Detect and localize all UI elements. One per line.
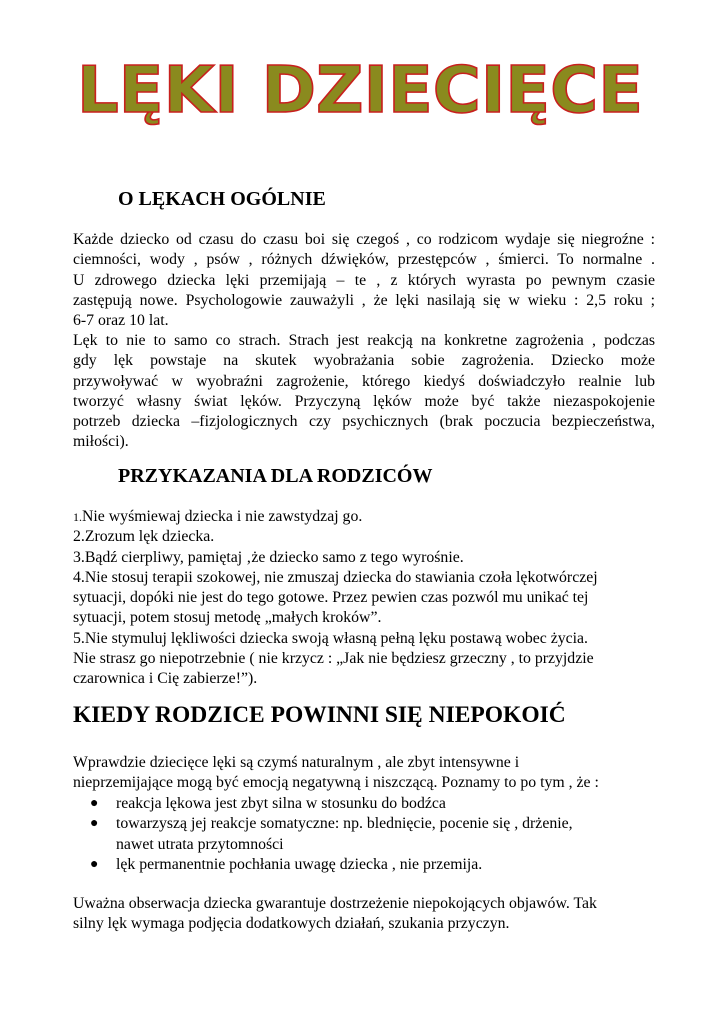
bullet-text: lęk permanentnie pochłania uwagę dziecka , nie przemija.: [116, 855, 483, 873]
text-line: gdy lęk powstaje na skutek wyobrażania sobie zagrożenia. Dziecko może: [73, 352, 655, 370]
bullet-text: nawet utrata przytomności: [116, 835, 284, 853]
paragraph-closing: [73, 894, 655, 935]
list-item: 5.Nie stymuluj lękliwości dziecka swoją własną pełną lęku postawą wobec życia.: [73, 629, 588, 647]
title-banner: [60, 50, 660, 130]
text-line: silny lęk wymaga podjęcia dodatkowych działań, szukania przyczyn.: [73, 915, 510, 933]
list-item: sytuacji, dopóki nie jest do tego gotowe. Przez pewien czas pozwól mu unikać tej: [73, 589, 589, 607]
bullet-icon: ●: [90, 816, 99, 832]
item-number: 1.: [73, 510, 82, 524]
section-heading-when-to-worry: KIEDY RODZICE POWINNI SIĘ NIEPOKOIĆ: [73, 702, 566, 728]
text-line: miłości).: [73, 433, 129, 451]
title-wordart: [60, 50, 660, 130]
section-heading-general: O LĘKACH OGÓLNIE: [118, 188, 326, 210]
text-line: Wprawdzie dziecięce lęki są czymś naturalnym , ale zbyt intensywne i: [73, 754, 520, 771]
warning-signs-list: [90, 794, 650, 875]
text-line: U zdrowego dziecka lęki przemijają – te , z których wyrasta po pewnym czasie: [73, 271, 655, 289]
bullet-item: [90, 794, 650, 814]
bullet-icon: ●: [90, 796, 99, 811]
paragraph-general-1: [73, 230, 655, 331]
item-text: Nie wyśmiewaj dziecka i nie zawstydzaj go.: [82, 508, 363, 525]
bullet-text: towarzyszą jej reakcje somatyczne: np. blednięcie, pocenie się , drżenie,: [116, 815, 573, 833]
text-line: Uważna obserwacja dziecka gwarantuje dostrzeżenie niepokojących objawów. Tak: [73, 895, 597, 912]
page-title: LĘKI DZIECIĘCE: [77, 54, 643, 128]
text-line: zastępują nowe. Psychologowie zauważyli , że lęki nasilają się w wieku : 2,5 roku ;: [73, 291, 655, 309]
bullet-icon: ●: [90, 856, 99, 872]
list-item: sytuacji, potem stosuj metodę „małych kroków”.: [73, 609, 382, 627]
list-item: Nie strasz go niepotrzebnie ( nie krzycz : „Jak nie będziesz grzeczny , to przyjdzie: [73, 650, 594, 668]
text-line: Lęk to nie to samo co strach. Strach jest reakcją na konkretne zagrożenia , podczas: [73, 332, 655, 349]
text-line: ciemności, wody , psów , różnych dźwięków, przestępców , śmierci. To normalne .: [73, 251, 655, 269]
list-item: 3.Bądź cierpliwy, pamiętaj ‚że dziecko samo z tego wyrośnie.: [73, 548, 464, 566]
bullet-item: [90, 855, 650, 875]
list-item: 4.Nie stosuj terapii szokowej, nie zmuszaj dziecka do stawiania czoła lękotwórczej: [73, 568, 598, 586]
bullet-text: reakcja lękowa jest zbyt silna w stosunku do bodźca: [116, 795, 446, 812]
text-line: nieprzemijające mogą być emocją negatywną i niszczącą. Poznamy to po tym , że :: [73, 774, 599, 792]
list-item: [73, 507, 655, 527]
paragraph-intro: [73, 753, 655, 794]
text-line: potrzeb dziecka –fizjologicznych czy psychicznych (brak poczucia bezpieczeństwa,: [73, 413, 655, 431]
text-line: tworzyć własny świat lęków. Przyczyną lęków może być także niezaspokojenie: [73, 392, 655, 410]
bullet-item: [90, 814, 650, 855]
paragraph-general-2: [73, 331, 655, 453]
text-line: przywoływać w wyobraźni zagrożenie, którego kiedyś doświadczyło realnie lub: [73, 372, 655, 390]
commandments-list: [73, 507, 655, 690]
text-line: 6-7 oraz 10 lat.: [73, 312, 169, 330]
list-item: 2.Zrozum lęk dziecka.: [73, 528, 215, 546]
list-item: czarownica i Cię zabierze!”).: [73, 670, 258, 688]
section-heading-commandments: PRZYKAZANIA DLA RODZICÓW: [118, 465, 433, 487]
text-line: Każde dziecko od czasu do czasu boi się czegoś , co rodzicom wydaje się niegroźne :: [73, 231, 655, 248]
